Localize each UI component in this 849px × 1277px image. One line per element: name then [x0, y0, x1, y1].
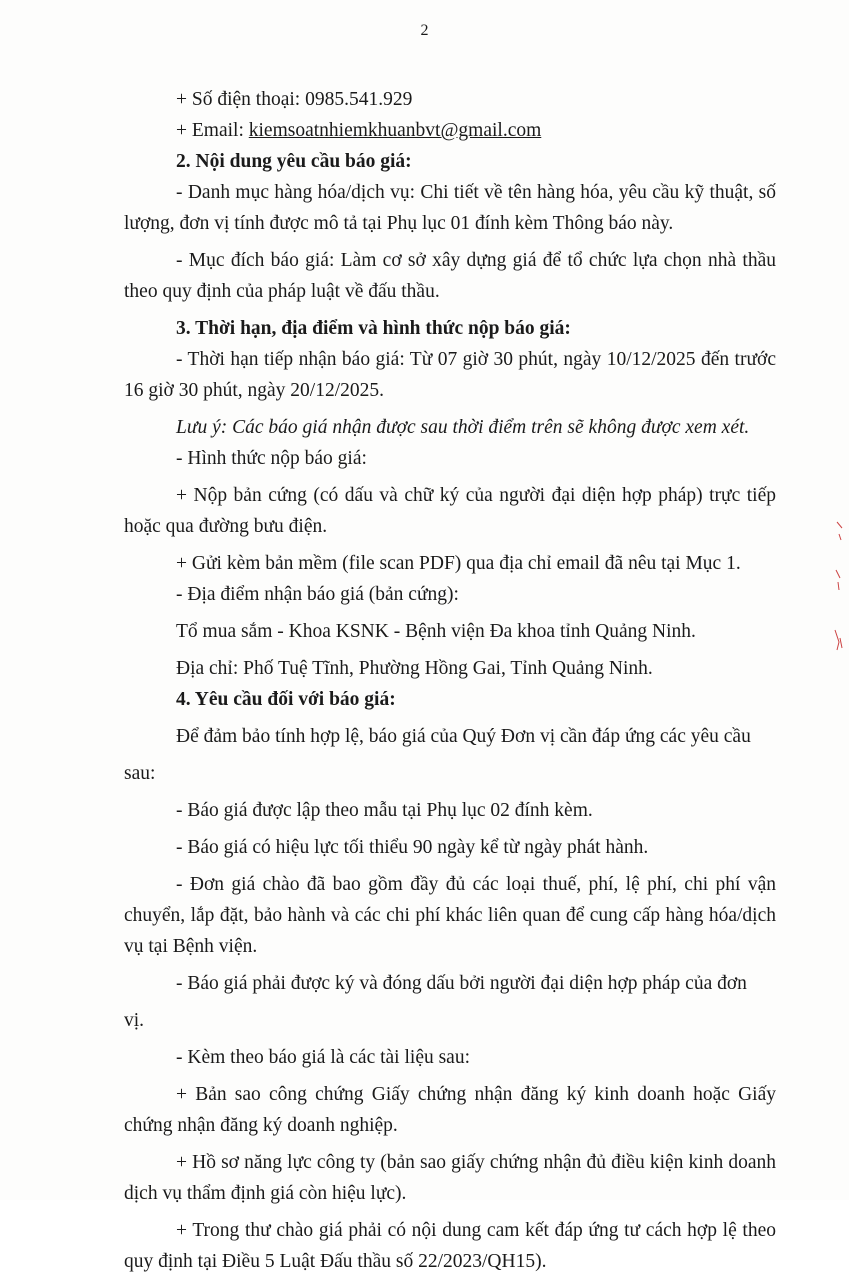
- document-2: + Hồ sơ năng lực công ty (bản sao giấy chứng nhận đủ điều kiện kinh doanh dịch vụ thẩm định giá còn hiệu lực).: [124, 1152, 776, 1204]
- document-3: + Trong thư chào giá phải có nội dung cam kết đáp ứng tư cách hợp lệ theo quy định tại Điều 5 Luật Đấu thầu số 22/2023/QH15).: [124, 1220, 776, 1272]
- section-2-heading: 2. Nội dung yêu cầu báo giá:: [176, 151, 412, 172]
- email-label: + Email:: [176, 120, 249, 141]
- location-paragraph: - Địa điểm nhận báo giá (bản cứng):: [176, 584, 459, 605]
- intro-paragraph: Để đảm bảo tính hợp lệ, báo giá của Quý Đơn vị cần đáp ứng các yêu cầu: [176, 726, 751, 747]
- section-3-heading: 3. Thời hạn, địa điểm và hình thức nộp báo giá:: [176, 318, 571, 339]
- email-line: [124, 115, 776, 146]
- purpose-paragraph: - Mục đích báo giá: Làm cơ sở xây dựng giá để tổ chức lựa chọn nhà thầu theo quy định của pháp luật về đấu thầu.: [124, 250, 776, 302]
- phone-line: + Số điện thoại: 0985.541.929: [176, 89, 413, 110]
- scan-margin-marks: [833, 520, 845, 660]
- hardcopy-paragraph: + Nộp bản cứng (có dấu và chữ ký của người đại diện hợp pháp) trực tiếp hoặc qua đường bưu điện.: [124, 485, 776, 537]
- requirement-4: - Báo giá phải được ký và đóng dấu bởi người đại diện hợp pháp của đơn: [176, 973, 747, 994]
- requirement-2: - Báo giá có hiệu lực tối thiểu 90 ngày kể từ ngày phát hành.: [176, 837, 649, 858]
- section-4-heading: 4. Yêu cầu đối với báo giá:: [176, 689, 396, 710]
- intro-tail: sau:: [124, 763, 156, 784]
- team-paragraph: Tổ mua sắm - Khoa KSNK - Bệnh viện Đa khoa tỉnh Quảng Ninh.: [176, 621, 696, 642]
- form-paragraph: - Hình thức nộp báo giá:: [176, 448, 367, 469]
- requirement-3: - Đơn giá chào đã bao gồm đầy đủ các loại thuế, phí, lệ phí, chi phí vận chuyển, lắp đặt, bảo hành và các chi phí khác liên quan để cung cấp hàng hóa/dịch vụ tại Bệnh viện.: [124, 874, 776, 957]
- deadline-paragraph: - Thời hạn tiếp nhận báo giá: Từ 07 giờ 30 phút, ngày 10/12/2025 đến trước 16 giờ 30 phút, ngày 20/12/2025.: [124, 349, 776, 401]
- note-paragraph: Lưu ý: Các báo giá nhận được sau thời điểm trên sẽ không được xem xét.: [176, 417, 750, 438]
- requirement-4-tail: vị.: [124, 1010, 145, 1031]
- document-1: + Bản sao công chứng Giấy chứng nhận đăng ký kinh doanh hoặc Giấy chứng nhận đăng ký doanh nghiệp.: [124, 1084, 776, 1136]
- page-number: 2: [420, 22, 429, 39]
- requirement-5: - Kèm theo báo giá là các tài liệu sau:: [176, 1047, 471, 1068]
- items-paragraph: - Danh mục hàng hóa/dịch vụ: Chi tiết về tên hàng hóa, yêu cầu kỹ thuật, số lượng, đơn vị tính được mô tả tại Phụ lục 01 đính kèm Thông báo này.: [124, 182, 776, 234]
- document-body: [124, 84, 776, 1277]
- email-link[interactable]: kiemsoatnhiemkhuanbvt@gmail.com: [248, 120, 542, 141]
- address-paragraph: Địa chỉ: Phố Tuệ Tĩnh, Phường Hồng Gai, Tỉnh Quảng Ninh.: [176, 658, 653, 679]
- requirement-1: - Báo giá được lập theo mẫu tại Phụ lục 02 đính kèm.: [176, 800, 593, 821]
- softcopy-paragraph: + Gửi kèm bản mềm (file scan PDF) qua địa chỉ email đã nêu tại Mục 1.: [176, 553, 741, 574]
